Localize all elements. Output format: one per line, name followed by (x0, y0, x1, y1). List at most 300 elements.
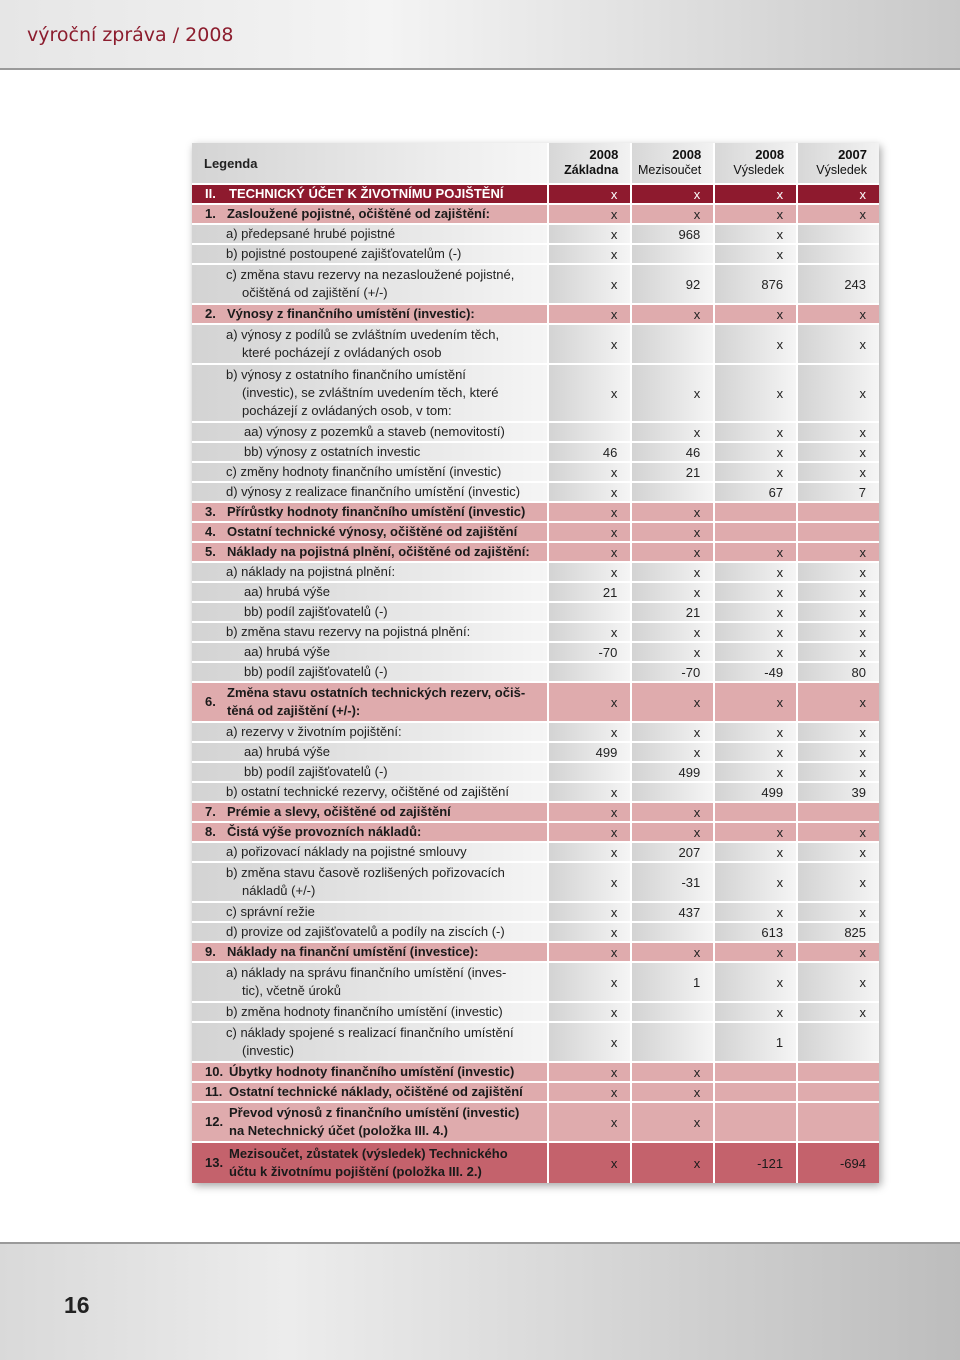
value-cell: x (549, 723, 630, 741)
value-cell: x (715, 723, 796, 741)
row-label-text (226, 366, 498, 420)
row-label (192, 523, 547, 541)
row-label-line: a) výnosy z podílů se zvláštním uvedením těch, (226, 327, 500, 342)
column-year: 2008 (672, 147, 702, 163)
table-row (192, 603, 879, 621)
row-label (192, 543, 547, 561)
row-label-line: aa) hrubá výše (244, 744, 330, 759)
table-row (192, 543, 879, 561)
row-label-text (226, 843, 467, 861)
table-row (192, 1023, 879, 1061)
value-cell: x (549, 963, 630, 1001)
value-cell: x (798, 863, 879, 901)
table-row (192, 463, 879, 481)
row-label-line: c) změny hodnoty finančního umístění (investic) (226, 464, 502, 479)
row-label (192, 923, 547, 941)
row-number: 9. (205, 944, 216, 959)
value-cell: x (632, 205, 713, 223)
value-cell: x (549, 1143, 630, 1183)
row-label-text (226, 623, 470, 641)
row-label-text (226, 964, 506, 1000)
row-label-line: bb) podíl zajišťovatelů (-) (244, 764, 388, 779)
row-label-line: TECHNICKÝ ÚČET K ŽIVOTNÍMU POJIŠTĚNÍ (229, 186, 504, 201)
value-cell: 92 (632, 265, 713, 303)
row-label-text (227, 543, 530, 561)
row-label-line: b) výnosy z ostatního finančního umístění (226, 367, 466, 382)
value-cell: x (632, 523, 713, 541)
table-row (192, 723, 879, 741)
value-cell (715, 1063, 796, 1081)
value-cell (798, 1023, 879, 1061)
row-label-line: očištěná od zajištění (+/-) (242, 285, 388, 300)
row-label-text (226, 463, 501, 481)
column-header (798, 143, 879, 183)
value-cell (549, 763, 630, 781)
value-cell: x (715, 843, 796, 861)
row-label (192, 743, 547, 761)
table-row (192, 265, 879, 303)
row-label-line: Ostatní technické náklady, očištěné od zajištění (229, 1084, 523, 1099)
value-cell (798, 1063, 879, 1081)
row-label-text (226, 723, 402, 741)
value-cell (798, 245, 879, 263)
row-label-text (227, 503, 525, 521)
row-number: 7. (205, 804, 216, 819)
row-number: 2. (205, 306, 216, 321)
value-cell: x (798, 843, 879, 861)
row-label-line: a) pořizovací náklady na pojistné smlouvy (226, 844, 467, 859)
value-cell (549, 663, 630, 681)
value-cell (798, 503, 879, 521)
table-row (192, 583, 879, 601)
value-cell: x (632, 365, 713, 421)
row-label-text (244, 583, 330, 601)
value-cell: x (632, 185, 713, 203)
value-cell: x (715, 643, 796, 661)
row-label-text (227, 823, 421, 841)
row-number: II. (205, 186, 216, 201)
row-label (192, 265, 547, 303)
row-label-line: těná od zajištění (+/-): (227, 703, 361, 718)
row-label-line: Změna stavu ostatních technických rezerv, očiš- (227, 685, 526, 700)
value-cell: x (715, 943, 796, 961)
row-label-text (226, 266, 514, 302)
value-cell: 21 (549, 583, 630, 601)
value-cell: 46 (549, 443, 630, 461)
table-row (192, 365, 879, 421)
table-row (192, 863, 879, 901)
row-label-text (244, 743, 330, 761)
row-label-line: aa) hrubá výše (244, 644, 330, 659)
row-label-line: Ostatní technické výnosy, očištěné od zajištění (227, 524, 518, 539)
value-cell: x (715, 903, 796, 921)
value-cell: x (715, 305, 796, 323)
value-cell: x (715, 463, 796, 481)
value-cell: x (549, 305, 630, 323)
table-row (192, 803, 879, 821)
value-cell: x (798, 205, 879, 223)
column-year: 2008 (589, 147, 619, 163)
row-label-line: c) náklady spojené s realizací finančního umístění (226, 1025, 514, 1040)
value-cell (632, 483, 713, 501)
row-label-line: Převod výnosů z finančního umístění (investic) (229, 1105, 520, 1120)
column-header (632, 143, 713, 183)
value-cell: x (549, 823, 630, 841)
row-number: 8. (205, 824, 216, 839)
value-cell (632, 245, 713, 263)
row-label-text (226, 903, 315, 921)
row-number: 12. (205, 1114, 224, 1129)
value-cell: 21 (632, 463, 713, 481)
value-cell: x (798, 583, 879, 601)
row-label-line: které pocházejí z ovládaných osob (242, 345, 442, 360)
value-cell: x (632, 1103, 713, 1141)
row-label-line: nákladů (+/-) (242, 883, 316, 898)
row-label-line: a) náklady na pojistná plnění: (226, 564, 396, 579)
row-label (192, 563, 547, 581)
value-cell: -70 (549, 643, 630, 661)
row-label-text (229, 1145, 508, 1181)
row-label-text (227, 684, 525, 720)
value-cell: x (632, 1083, 713, 1101)
value-cell: -31 (632, 863, 713, 901)
value-cell (798, 523, 879, 541)
row-label-text (244, 443, 420, 461)
value-cell (715, 523, 796, 541)
value-cell: x (798, 643, 879, 661)
table-row (192, 443, 879, 461)
value-cell: x (715, 623, 796, 641)
value-cell: 7 (798, 483, 879, 501)
value-cell: x (715, 205, 796, 223)
row-label-line: účtu k životnímu pojištění (položka III. 2.) (229, 1164, 482, 1179)
value-cell: 1 (715, 1023, 796, 1061)
column-subtitle: Základna (564, 163, 619, 178)
row-label-text (227, 803, 451, 821)
row-label (192, 683, 547, 721)
value-cell: x (549, 863, 630, 901)
table-row (192, 185, 879, 203)
table-body (192, 183, 879, 1183)
row-number: 6. (205, 694, 216, 709)
row-label-line: d) výnosy z realizace finančního umístění (investic) (226, 484, 521, 499)
row-label (192, 483, 547, 501)
value-cell: x (549, 245, 630, 263)
value-cell: x (798, 423, 879, 441)
row-label (192, 603, 547, 621)
row-label (192, 1143, 547, 1183)
value-cell: x (549, 225, 630, 243)
table-row (192, 305, 879, 323)
column-header (715, 143, 796, 183)
legend-header: Legenda (192, 143, 547, 183)
value-cell: 80 (798, 663, 879, 681)
row-label-line: Čistá výše provozních nákladů: (227, 824, 422, 839)
value-cell (798, 1083, 879, 1101)
value-cell (715, 803, 796, 821)
row-label-text (227, 943, 478, 961)
row-label-line: bb) podíl zajišťovatelů (-) (244, 664, 388, 679)
value-cell: x (549, 265, 630, 303)
row-label (192, 365, 547, 421)
row-label-line: a) rezervy v životním pojištění: (226, 724, 402, 739)
value-cell: -49 (715, 663, 796, 681)
row-label (192, 763, 547, 781)
row-label-text (229, 185, 503, 203)
value-cell: x (549, 185, 630, 203)
value-cell: x (549, 463, 630, 481)
value-cell: 876 (715, 265, 796, 303)
column-header (549, 143, 630, 183)
value-cell (549, 423, 630, 441)
row-label-text (244, 423, 505, 441)
row-label-line: aa) hrubá výše (244, 584, 330, 599)
row-label-line: Přírůstky hodnoty finančního umístění (investic) (227, 504, 526, 519)
value-cell: x (632, 1063, 713, 1081)
value-cell: x (798, 543, 879, 561)
value-cell: 1 (632, 963, 713, 1001)
table-row (192, 503, 879, 521)
table-row (192, 763, 879, 781)
row-label-text (226, 1003, 503, 1021)
row-label-text (229, 1104, 519, 1140)
value-cell: 21 (632, 603, 713, 621)
table-row (192, 483, 879, 501)
value-cell: x (549, 1003, 630, 1021)
value-cell: 499 (549, 743, 630, 761)
value-cell: x (715, 1003, 796, 1021)
value-cell (798, 803, 879, 821)
table-row (192, 325, 879, 363)
table-row (192, 423, 879, 441)
value-cell: x (715, 823, 796, 841)
value-cell: x (798, 743, 879, 761)
row-label-line: b) změna hodnoty finančního umístění (investic) (226, 1004, 503, 1019)
value-cell: x (549, 205, 630, 223)
value-cell: x (549, 803, 630, 821)
row-label-line: tic), včetně úroků (242, 983, 341, 998)
row-label (192, 503, 547, 521)
page-number: 16 (64, 1292, 90, 1318)
value-cell: x (549, 523, 630, 541)
value-cell (549, 603, 630, 621)
row-label (192, 823, 547, 841)
row-label-line: na Netechnický účet (položka III. 4.) (229, 1123, 448, 1138)
row-number: 13. (205, 1155, 224, 1170)
row-label-text (229, 1083, 523, 1101)
value-cell: x (549, 943, 630, 961)
value-cell: x (798, 763, 879, 781)
page-footer-bar (0, 1242, 960, 1360)
table-row (192, 563, 879, 581)
row-label (192, 325, 547, 363)
value-cell: x (798, 823, 879, 841)
value-cell: x (798, 185, 879, 203)
row-label (192, 1083, 547, 1101)
row-label (192, 423, 547, 441)
value-cell: x (549, 543, 630, 561)
row-label (192, 1023, 547, 1061)
row-label-text (226, 864, 505, 900)
page-header-bar (0, 0, 960, 70)
row-label (192, 903, 547, 921)
row-label (192, 803, 547, 821)
value-cell (632, 783, 713, 801)
row-label (192, 1063, 547, 1081)
row-label-line: c) správní režie (226, 904, 315, 919)
value-cell: 67 (715, 483, 796, 501)
row-number: 3. (205, 504, 216, 519)
value-cell: x (798, 1003, 879, 1021)
value-cell: x (715, 325, 796, 363)
value-cell: x (632, 943, 713, 961)
row-label-line: b) ostatní technické rezervy, očištěné od zajištění (226, 784, 510, 799)
value-cell: x (632, 1143, 713, 1183)
value-cell: x (798, 563, 879, 581)
value-cell: 499 (715, 783, 796, 801)
table-row (192, 963, 879, 1001)
table-row (192, 903, 879, 921)
value-cell: 499 (632, 763, 713, 781)
table-row (192, 245, 879, 263)
row-label (192, 643, 547, 661)
value-cell: x (798, 443, 879, 461)
column-year: 2008 (755, 147, 785, 163)
value-cell: 39 (798, 783, 879, 801)
value-cell (632, 1003, 713, 1021)
value-cell: x (798, 683, 879, 721)
row-label (192, 943, 547, 961)
page-title: výroční zpráva / 2008 (27, 24, 234, 46)
table-row (192, 1143, 879, 1183)
row-label-line: d) provize od zajišťovatelů a podíly na ziscích (-) (226, 924, 505, 939)
value-cell: x (715, 185, 796, 203)
table-header-row (192, 143, 879, 183)
value-cell: x (549, 843, 630, 861)
value-cell: x (632, 803, 713, 821)
row-label (192, 623, 547, 641)
value-cell (632, 1023, 713, 1061)
row-label (192, 185, 547, 203)
value-cell: x (549, 1103, 630, 1141)
row-label-text (226, 225, 395, 243)
table-row (192, 205, 879, 223)
value-cell: x (715, 443, 796, 461)
value-cell (715, 503, 796, 521)
value-cell: x (715, 563, 796, 581)
row-label-line: (investic) (242, 1043, 295, 1058)
value-cell: x (549, 1063, 630, 1081)
table-row (192, 523, 879, 541)
value-cell: x (549, 683, 630, 721)
row-label-line: Mezisoučet, zůstatek (výsledek) Technického (229, 1146, 508, 1161)
value-cell: 613 (715, 923, 796, 941)
row-label-text (244, 763, 388, 781)
value-cell: x (632, 723, 713, 741)
row-label-line: bb) výnosy z ostatních investic (244, 444, 421, 459)
value-cell: -694 (798, 1143, 879, 1183)
value-cell: x (798, 463, 879, 481)
value-cell: x (632, 305, 713, 323)
row-label (192, 843, 547, 861)
row-label-line: Výnosy z finančního umístění (investic): (227, 306, 475, 321)
table-row (192, 663, 879, 681)
value-cell (632, 923, 713, 941)
value-cell: x (715, 225, 796, 243)
table-row (192, 683, 879, 721)
value-cell: x (549, 923, 630, 941)
row-label-text (226, 483, 520, 501)
value-cell: x (798, 903, 879, 921)
value-cell: 437 (632, 903, 713, 921)
value-cell: x (715, 963, 796, 1001)
row-label (192, 963, 547, 1001)
row-label-line: Náklady na finanční umístění (investice): (227, 944, 479, 959)
value-cell: x (798, 943, 879, 961)
value-cell: x (632, 643, 713, 661)
value-cell: x (632, 623, 713, 641)
row-number: 1. (205, 206, 216, 221)
table-row (192, 623, 879, 641)
row-label-text (244, 643, 330, 661)
value-cell: x (798, 723, 879, 741)
value-cell: x (798, 623, 879, 641)
row-label-line: Náklady na pojistná plnění, očištěné od zajištění: (227, 544, 530, 559)
row-label (192, 783, 547, 801)
row-label-line: aa) výnosy z pozemků a staveb (nemovitostí) (244, 424, 505, 439)
table-row (192, 1003, 879, 1021)
value-cell (715, 1103, 796, 1141)
value-cell: x (715, 683, 796, 721)
value-cell: x (798, 365, 879, 421)
row-number: 11. (205, 1084, 223, 1099)
value-cell: x (798, 305, 879, 323)
technical-account-table (192, 143, 879, 1183)
table-row (192, 783, 879, 801)
row-label-line: a) předepsané hrubé pojistné (226, 226, 396, 241)
value-cell: x (632, 423, 713, 441)
table-row (192, 843, 879, 861)
value-cell (798, 1103, 879, 1141)
value-cell: 825 (798, 923, 879, 941)
value-cell: -70 (632, 663, 713, 681)
row-label (192, 1003, 547, 1021)
row-label (192, 245, 547, 263)
row-label (192, 225, 547, 243)
value-cell: x (798, 963, 879, 1001)
row-label-text (227, 305, 475, 323)
row-label-line: (investic), se zvláštním uvedením těch, které (242, 385, 499, 400)
table-row (192, 823, 879, 841)
row-label (192, 305, 547, 323)
row-label-line: Zasloužené pojistné, očištěné od zajištění: (227, 206, 490, 221)
value-cell (798, 225, 879, 243)
row-label-text (227, 205, 490, 223)
value-cell (715, 1083, 796, 1101)
value-cell: x (798, 603, 879, 621)
value-cell: -121 (715, 1143, 796, 1183)
row-label-text (226, 563, 395, 581)
value-cell: x (632, 583, 713, 601)
row-label-line: c) změna stavu rezervy na nezasloužené pojistné, (226, 267, 515, 282)
value-cell: x (715, 763, 796, 781)
value-cell: x (715, 743, 796, 761)
row-label-text (227, 523, 517, 541)
row-label-line: a) náklady na správu finančního umístění (inves- (226, 965, 507, 980)
table-row (192, 643, 879, 661)
value-cell: x (715, 245, 796, 263)
row-label (192, 663, 547, 681)
